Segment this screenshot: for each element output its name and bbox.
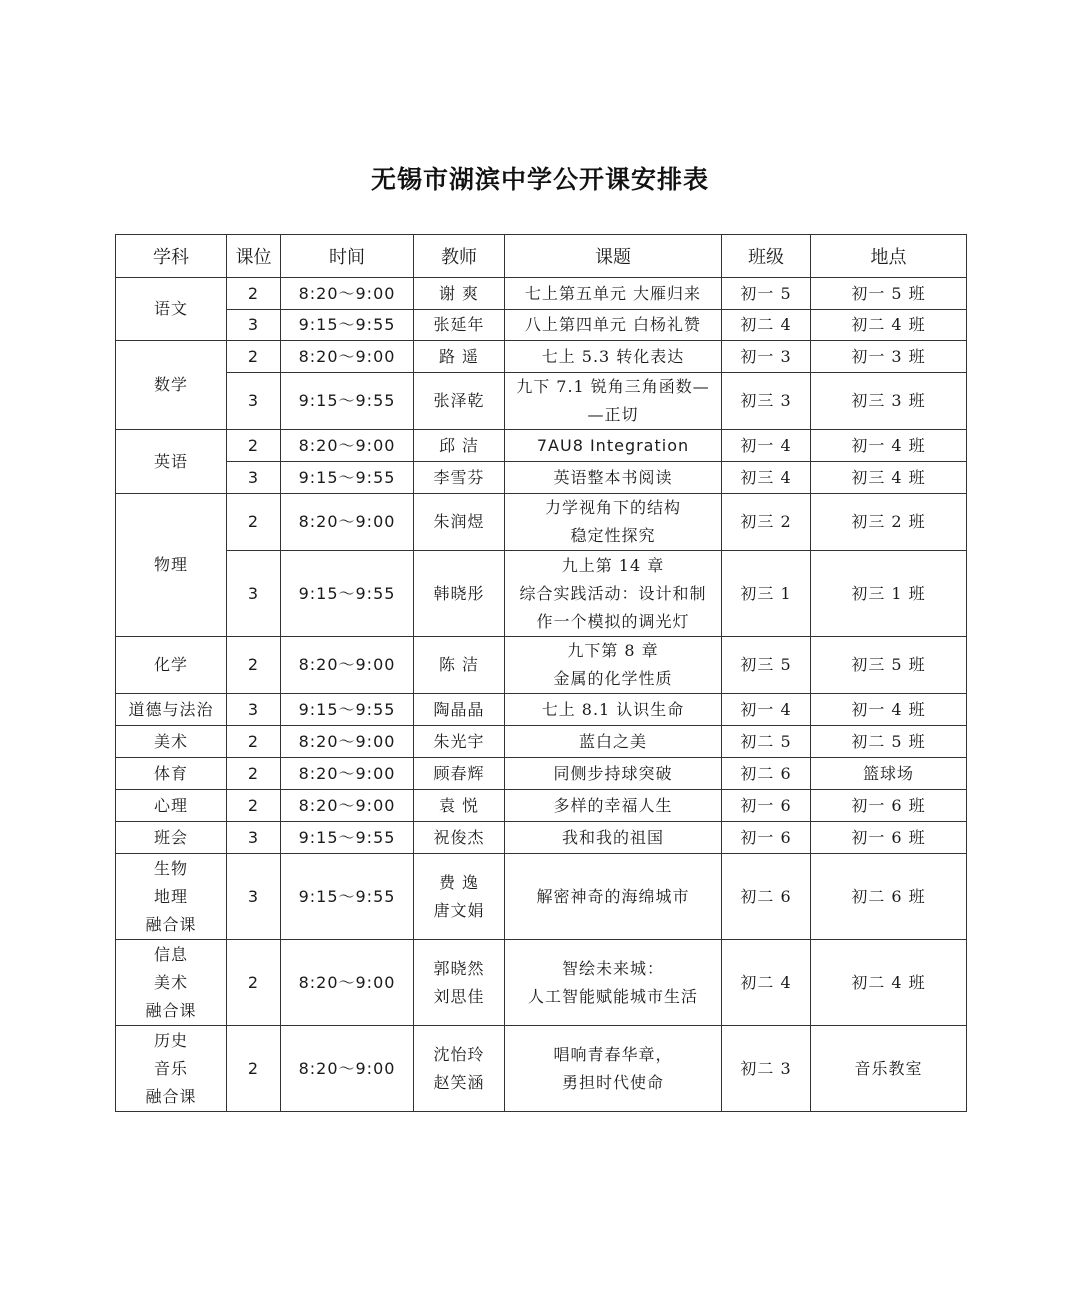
class-cell: 初二 4 [722, 940, 811, 1026]
page-title: 无锡市湖滨中学公开课安排表 [370, 165, 709, 194]
time-cell: 8:20～9:00 [281, 637, 414, 694]
class-cell: 初一 6 [722, 790, 811, 822]
period-cell: 2 [227, 494, 281, 551]
location-cell: 初一 4 班 [811, 430, 967, 462]
class-cell: 初三 1 [722, 551, 811, 637]
time-cell: 8:20～9:00 [281, 758, 414, 790]
topic-cell: 多样的幸福人生 [505, 790, 722, 822]
period-cell: 2 [227, 790, 281, 822]
table-row [116, 637, 967, 694]
period-cell: 2 [227, 940, 281, 1026]
class-cell: 初一 4 [722, 430, 811, 462]
location-cell: 初三 3 班 [811, 373, 967, 430]
teacher-cell: 陈 洁 [414, 637, 505, 694]
table-row [116, 790, 967, 822]
subject-cell: 历史 音乐 融合课 [116, 1026, 227, 1112]
table-row [116, 758, 967, 790]
topic-cell: 八上第四单元 白杨礼赞 [505, 310, 722, 341]
teacher-cell: 沈怡玲 赵笑涵 [414, 1026, 505, 1112]
table-row [116, 278, 967, 310]
class-cell: 初一 3 [722, 341, 811, 373]
location-cell: 初一 5 班 [811, 278, 967, 310]
header-location: 地点 [811, 235, 967, 278]
topic-cell: 7AU8 Integration [505, 430, 722, 462]
class-cell: 初三 5 [722, 637, 811, 694]
teacher-cell: 谢 爽 [414, 278, 505, 310]
period-cell: 2 [227, 758, 281, 790]
teacher-cell: 费 逸 唐文娟 [414, 854, 505, 940]
time-cell: 9:15～9:55 [281, 462, 414, 494]
class-cell: 初三 4 [722, 462, 811, 494]
time-cell: 8:20～9:00 [281, 726, 414, 758]
time-cell: 8:20～9:00 [281, 940, 414, 1026]
teacher-cell: 朱润煜 [414, 494, 505, 551]
topic-cell: 解密神奇的海绵城市 [505, 854, 722, 940]
schedule-table [115, 234, 967, 1112]
topic-cell: 七上第五单元 大雁归来 [505, 278, 722, 310]
teacher-cell: 韩晓彤 [414, 551, 505, 637]
table-row [116, 341, 967, 373]
location-cell: 初三 5 班 [811, 637, 967, 694]
period-cell: 2 [227, 430, 281, 462]
time-cell: 8:20～9:00 [281, 494, 414, 551]
time-cell: 9:15～9:55 [281, 373, 414, 430]
topic-cell: 七上 8.1 认识生命 [505, 694, 722, 726]
class-cell: 初一 4 [722, 694, 811, 726]
teacher-cell: 张泽乾 [414, 373, 505, 430]
teacher-cell: 顾春辉 [414, 758, 505, 790]
header-period: 课位 [227, 235, 281, 278]
location-cell: 初二 4 班 [811, 940, 967, 1026]
table-row [116, 854, 967, 940]
subject-cell: 信息 美术 融合课 [116, 940, 227, 1026]
table-row [116, 694, 967, 726]
period-cell: 3 [227, 551, 281, 637]
location-cell: 初一 3 班 [811, 341, 967, 373]
time-cell: 9:15～9:55 [281, 854, 414, 940]
topic-cell: 唱响青春华章， 勇担时代使命 [505, 1026, 722, 1112]
subject-cell: 物理 [116, 494, 227, 637]
period-cell: 3 [227, 462, 281, 494]
time-cell: 9:15～9:55 [281, 551, 414, 637]
class-cell: 初一 6 [722, 822, 811, 854]
teacher-cell: 张延年 [414, 310, 505, 341]
period-cell: 3 [227, 854, 281, 940]
topic-cell: 九上第 14 章 综合实践活动：设计和制 作一个模拟的调光灯 [505, 551, 722, 637]
subject-cell: 语文 [116, 278, 227, 341]
time-cell: 8:20～9:00 [281, 278, 414, 310]
table-row [116, 726, 967, 758]
topic-cell: 力学视角下的结构 稳定性探究 [505, 494, 722, 551]
subject-cell: 化学 [116, 637, 227, 694]
location-cell: 初三 2 班 [811, 494, 967, 551]
table-row [116, 462, 967, 494]
table-row [116, 494, 967, 551]
class-cell: 初二 6 [722, 758, 811, 790]
time-cell: 8:20～9:00 [281, 341, 414, 373]
header-topic: 课题 [505, 235, 722, 278]
period-cell: 3 [227, 310, 281, 341]
location-cell: 初三 1 班 [811, 551, 967, 637]
teacher-cell: 朱光宇 [414, 726, 505, 758]
class-cell: 初二 5 [722, 726, 811, 758]
period-cell: 2 [227, 637, 281, 694]
time-cell: 8:20～9:00 [281, 1026, 414, 1112]
period-cell: 2 [227, 341, 281, 373]
subject-cell: 数学 [116, 341, 227, 430]
teacher-cell: 祝俊杰 [414, 822, 505, 854]
teacher-cell: 陶晶晶 [414, 694, 505, 726]
topic-cell: 九下 7.1 锐角三角函数— —正切 [505, 373, 722, 430]
location-cell: 初三 4 班 [811, 462, 967, 494]
topic-cell: 智绘未来城： 人工智能赋能城市生活 [505, 940, 722, 1026]
time-cell: 8:20～9:00 [281, 430, 414, 462]
subject-cell: 体育 [116, 758, 227, 790]
period-cell: 3 [227, 822, 281, 854]
time-cell: 9:15～9:55 [281, 694, 414, 726]
topic-cell: 我和我的祖国 [505, 822, 722, 854]
table-row [116, 822, 967, 854]
period-cell: 3 [227, 373, 281, 430]
topic-cell: 蓝白之美 [505, 726, 722, 758]
subject-cell: 道德与法治 [116, 694, 227, 726]
table-row [116, 940, 967, 1026]
table-row [116, 373, 967, 430]
teacher-cell: 邱 洁 [414, 430, 505, 462]
time-cell: 9:15～9:55 [281, 822, 414, 854]
teacher-cell: 袁 悦 [414, 790, 505, 822]
period-cell: 2 [227, 1026, 281, 1112]
location-cell: 篮球场 [811, 758, 967, 790]
class-cell: 初二 4 [722, 310, 811, 341]
class-cell: 初三 3 [722, 373, 811, 430]
teacher-cell: 路 遥 [414, 341, 505, 373]
header-class: 班级 [722, 235, 811, 278]
time-cell: 8:20～9:00 [281, 790, 414, 822]
location-cell: 初一 4 班 [811, 694, 967, 726]
subject-cell: 英语 [116, 430, 227, 494]
period-cell: 2 [227, 278, 281, 310]
location-cell: 初二 4 班 [811, 310, 967, 341]
topic-cell: 七上 5.3 转化表达 [505, 341, 722, 373]
table-row [116, 430, 967, 462]
table-row [116, 551, 967, 637]
header-subject: 学科 [116, 235, 227, 278]
period-cell: 2 [227, 726, 281, 758]
location-cell: 音乐教室 [811, 1026, 967, 1112]
period-cell: 3 [227, 694, 281, 726]
topic-cell: 英语整本书阅读 [505, 462, 722, 494]
subject-cell: 美术 [116, 726, 227, 758]
location-cell: 初一 6 班 [811, 822, 967, 854]
subject-cell: 心理 [116, 790, 227, 822]
class-cell: 初二 6 [722, 854, 811, 940]
time-cell: 9:15～9:55 [281, 310, 414, 341]
header-time: 时间 [281, 235, 414, 278]
class-cell: 初三 2 [722, 494, 811, 551]
table-row [116, 310, 967, 341]
topic-cell: 九下第 8 章 金属的化学性质 [505, 637, 722, 694]
teacher-cell: 郭晓然 刘思佳 [414, 940, 505, 1026]
class-cell: 初一 5 [722, 278, 811, 310]
subject-cell: 班会 [116, 822, 227, 854]
location-cell: 初一 6 班 [811, 790, 967, 822]
topic-cell: 同侧步持球突破 [505, 758, 722, 790]
subject-cell: 生物 地理 融合课 [116, 854, 227, 940]
header-row [116, 235, 967, 278]
class-cell: 初二 3 [722, 1026, 811, 1112]
location-cell: 初二 6 班 [811, 854, 967, 940]
header-teacher: 教师 [414, 235, 505, 278]
location-cell: 初二 5 班 [811, 726, 967, 758]
table-row [116, 1026, 967, 1112]
teacher-cell: 李雪芬 [414, 462, 505, 494]
